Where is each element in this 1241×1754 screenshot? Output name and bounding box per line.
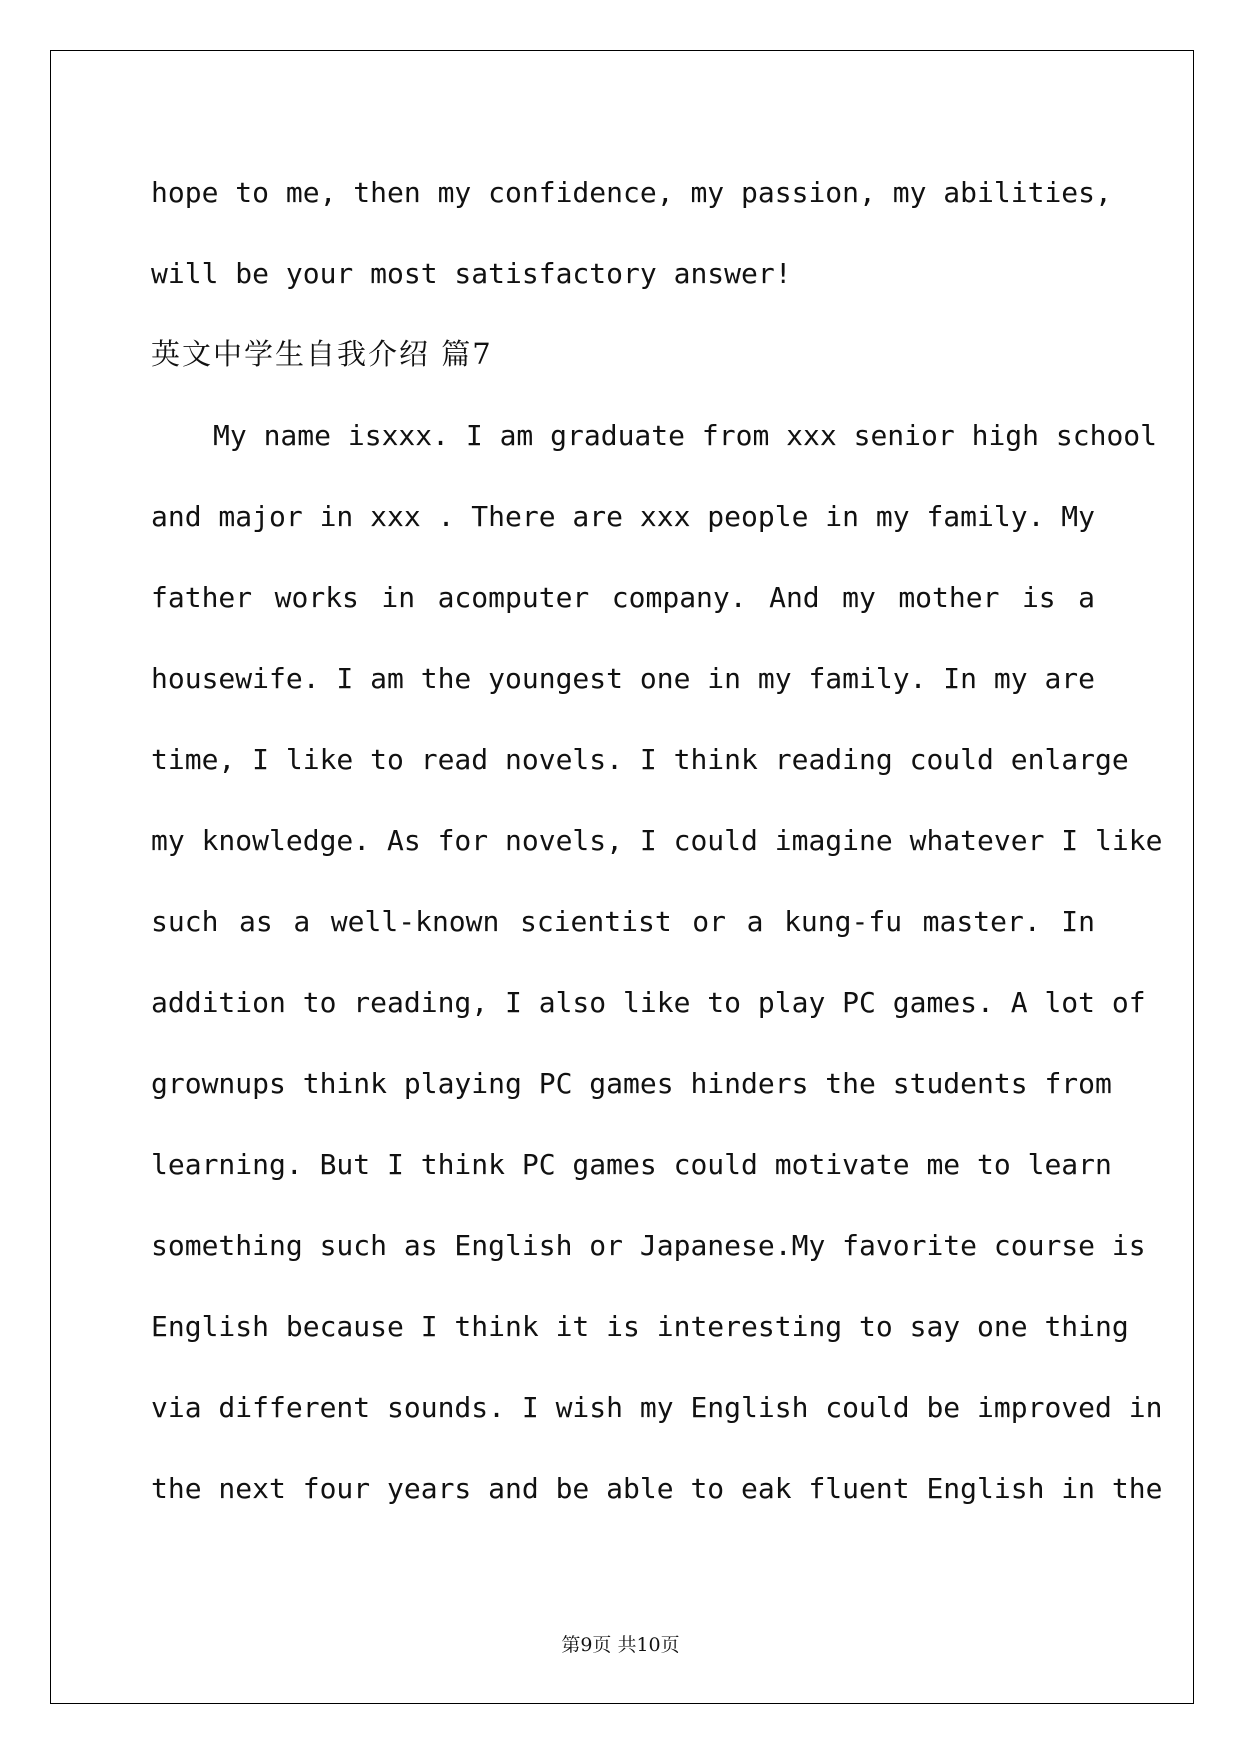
paragraph-line: such as a well-known scientist or a kung-fu master. In	[151, 905, 1095, 938]
paragraph-line: something such as English or Japanese.My favorite course is	[151, 1229, 1146, 1262]
page-number-footer: 第9页 共10页	[561, 1634, 680, 1656]
paragraph-line: the next four years and be able to eak fluent English in the	[151, 1472, 1163, 1505]
text-line: will be your most satisfactory answer!	[151, 257, 792, 290]
paragraph-line: and major in xxx . There are xxx people in my family. My	[151, 500, 1096, 533]
page-border	[50, 50, 1194, 1704]
paragraph-line: My name isxxx. I am graduate from xxx senior high school	[213, 419, 1158, 452]
paragraph-line: father works in acomputer company. And my mother is a	[151, 581, 1095, 614]
paragraph-line: addition to reading, I also like to play PC games. A lot of	[151, 986, 1146, 1019]
paragraph-line: time, I like to read novels. I think reading could enlarge	[151, 743, 1129, 776]
text-line: hope to me, then my confidence, my passion, my abilities,	[151, 176, 1112, 209]
paragraph-line: via different sounds. I wish my English could be improved in	[151, 1391, 1163, 1424]
paragraph-line: learning. But I think PC games could motivate me to learn	[151, 1148, 1112, 1181]
paragraph-line: my knowledge. As for novels, I could imagine whatever I like	[151, 824, 1163, 857]
paragraph-line: housewife. I am the youngest one in my family. In my are	[151, 662, 1096, 695]
paragraph-line: English because I think it is interesting to say one thing	[151, 1310, 1129, 1343]
paragraph-line: grownups think playing PC games hinders the students from	[151, 1067, 1112, 1100]
section-heading: 英文中学生自我介绍 篇7	[151, 337, 493, 371]
